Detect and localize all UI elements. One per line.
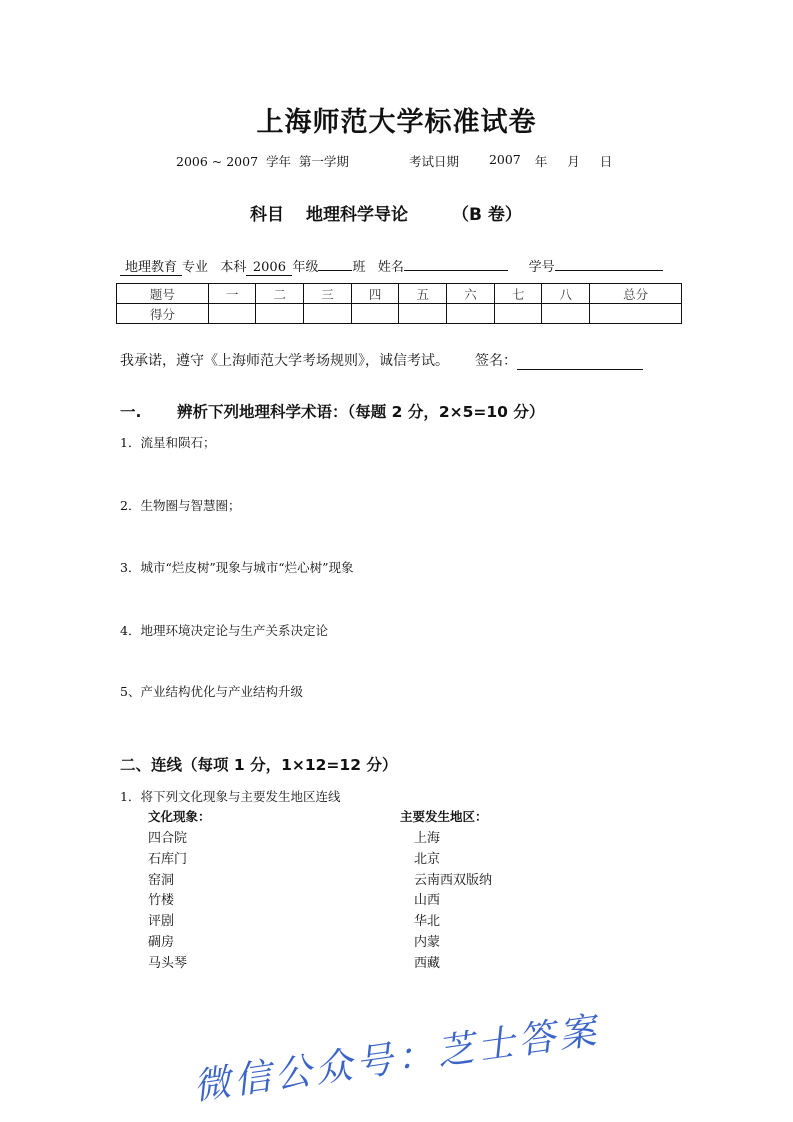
- grade-value[interactable]: 2006: [246, 260, 292, 276]
- score-header-cell: 题号: [117, 284, 209, 304]
- region-item[interactable]: 西藏: [414, 955, 441, 971]
- region-item[interactable]: 云南西双版纳: [414, 872, 493, 888]
- exam-meta-line: [176, 152, 612, 170]
- score-cell[interactable]: [399, 304, 447, 324]
- id-label: 学号: [528, 260, 555, 275]
- integrity-pledge: 我承诺，遵守《上海师范大学考场规则》，诚信考试。: [120, 353, 449, 369]
- month-label: 月: [567, 154, 580, 169]
- score-header-cell: 七: [494, 284, 542, 304]
- exam-title: 上海师范大学标准试卷: [256, 107, 537, 138]
- subject-line: [250, 200, 522, 225]
- region-item[interactable]: 北京: [414, 851, 441, 867]
- region-item[interactable]: 山西: [414, 893, 441, 909]
- culture-item[interactable]: 碉房: [148, 935, 175, 950]
- score-row-label: 得分: [117, 304, 209, 324]
- culture-item[interactable]: 窑洞: [148, 872, 175, 888]
- region-item[interactable]: 华北: [414, 914, 441, 930]
- culture-item[interactable]: 竹楼: [148, 893, 175, 909]
- region-item[interactable]: 上海: [414, 831, 441, 846]
- table-row: [117, 304, 682, 324]
- grade-label: 年级: [292, 260, 319, 275]
- score-header-cell: 总分: [590, 284, 682, 304]
- left-column-header: 文化现象：: [148, 809, 211, 824]
- score-header-cell: 八: [542, 284, 590, 304]
- score-header-cell: 一: [208, 284, 256, 304]
- student-info-line: [120, 256, 663, 276]
- question-item: 5、产业结构优化与产业结构升级: [120, 684, 303, 699]
- pledge-line: [120, 350, 643, 370]
- culture-item[interactable]: 马头琴: [148, 955, 188, 971]
- sign-label: 签名：: [475, 353, 517, 369]
- name-label: 姓名: [377, 260, 404, 275]
- exam-year: 2007: [488, 152, 521, 167]
- class-label: 班: [352, 260, 366, 275]
- signature-line[interactable]: [517, 355, 643, 370]
- score-table: [116, 283, 682, 324]
- watermark: 微信公众号：芝士答案: [190, 1008, 603, 1109]
- question-item: 3．城市“烂皮树”现象与城市“烂心树”现象: [120, 560, 354, 575]
- name-field[interactable]: [404, 270, 508, 271]
- level-label: 本科: [220, 260, 247, 275]
- section1-title: 辨析下列地理科学术语：（每题 2 分，2×5=10 分）: [177, 403, 545, 421]
- score-cell[interactable]: [351, 304, 399, 324]
- score-cell[interactable]: [494, 304, 542, 324]
- question-item: 1．流星和陨石；: [120, 435, 216, 450]
- score-cell[interactable]: [256, 304, 304, 324]
- question-item: 2．生物圈与智慧圈；: [120, 498, 241, 513]
- exam-date-label: 考试日期: [408, 154, 459, 169]
- culture-item[interactable]: 石库门: [148, 851, 188, 867]
- academic-year: 2006 ~ 2007 学年 第一学期: [176, 154, 349, 169]
- score-header-cell: 二: [256, 284, 304, 304]
- score-header-cell: 四: [351, 284, 399, 304]
- year-label: 年: [534, 154, 548, 169]
- major-label: 专业: [182, 260, 209, 275]
- major-value[interactable]: 地理教育: [120, 256, 182, 276]
- section2-title: 二、连线（每项 1 分，1×12=12 分）: [120, 756, 398, 774]
- culture-item[interactable]: 四合院: [148, 831, 188, 846]
- class-field[interactable]: [318, 270, 352, 271]
- score-header-cell: 五: [399, 284, 447, 304]
- score-header-cell: 六: [447, 284, 495, 304]
- right-column-header: 主要发生地区：: [400, 809, 488, 824]
- id-field[interactable]: [555, 270, 663, 271]
- table-row: [117, 284, 682, 304]
- region-item[interactable]: 内蒙: [414, 935, 441, 950]
- culture-item[interactable]: 评剧: [148, 914, 175, 930]
- score-cell[interactable]: [304, 304, 352, 324]
- score-header-cell: 三: [304, 284, 352, 304]
- section1-number: 一.: [120, 403, 142, 421]
- day-label: 日: [599, 154, 613, 169]
- score-cell[interactable]: [542, 304, 590, 324]
- score-cell[interactable]: [447, 304, 495, 324]
- paper-version: （B 卷）: [452, 205, 522, 225]
- section2-instruction: 1．将下列文化现象与主要发生地区连线: [120, 789, 341, 804]
- subject-label: 科目: [250, 205, 284, 225]
- question-item: 4．地理环境决定论与生产关系决定论: [120, 623, 328, 638]
- score-cell[interactable]: [590, 304, 682, 324]
- subject-name: 地理科学导论: [306, 205, 408, 225]
- score-cell[interactable]: [208, 304, 256, 324]
